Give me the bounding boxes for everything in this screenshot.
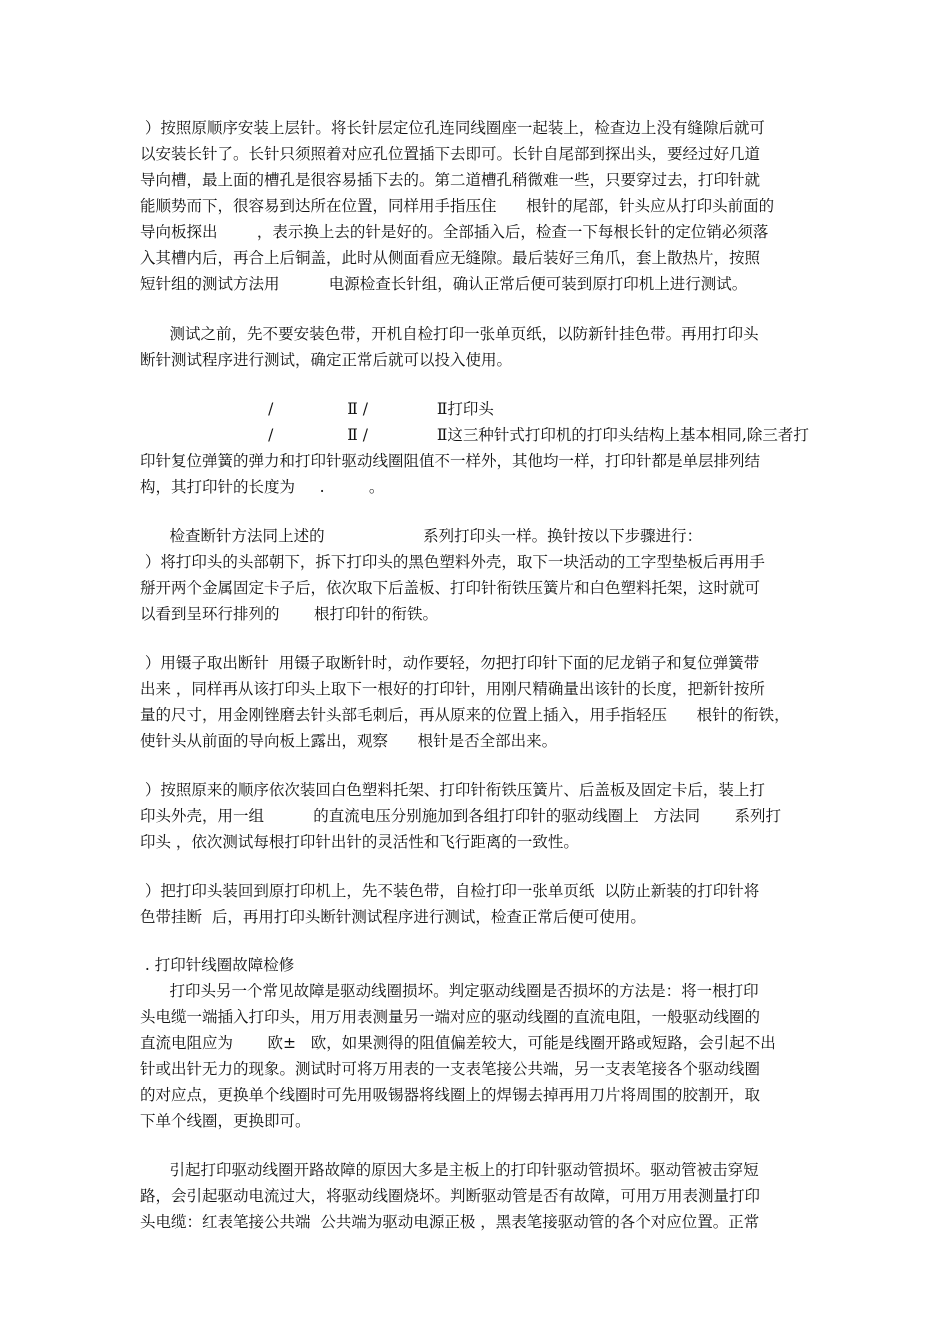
text-line: / Ⅱ / Ⅱ这三种针式打印机的打印头结构上基本相同,除三者打: [140, 426, 809, 444]
text-line: 针或出针无力的现象。测试时可将万用表的一支表笔接公共端，另一支表笔接各个驱动线圈: [140, 1060, 761, 1078]
text-line: ）按照原顺序安装上层针。将长针层定位孔连同线圈座一起装上，检查边上没有缝隙后就可: [140, 119, 765, 137]
text-line: 出来 ，同样再从该打印头上取下一根好的打印针，用刚尺精确量出该针的长度，把新针按所: [140, 680, 765, 698]
text-line: 头电缆：红表笔接公共端 公共端为驱动电源正极 ，黑表笔接驱动管的各个对应位置。正常: [140, 1213, 760, 1231]
text-line: 以看到呈环行排列的 根打印针的衔铁。: [140, 605, 438, 623]
text-line: 下单个线圈，更换即可。: [140, 1112, 311, 1130]
text-line: 头电缆一端插入打印头，用万用表测量另一端对应的驱动线圈的直流电阻，一般驱动线圈的: [140, 1008, 761, 1026]
text-line: 使针头从前面的导向板上露出，观察 根针是否全部出来。: [140, 732, 558, 750]
text-line: 印头外壳，用一组 的直流电压分别施加到各组打印针的驱动线圈上 方法同 系列打: [140, 807, 782, 825]
text-line: 量的尺寸，用金刚锉磨去针头部毛刺后，再从原来的位置上插入，用手指轻压 根针的衔铁，: [140, 706, 790, 724]
text-line: 的对应点，更换单个线圈时可先用吸锡器将线圈上的焊锡去掉再用刀片将周围的胶割开，取: [140, 1086, 761, 1104]
text-line: 印头 ，依次测试每根打印针出针的灵活性和飞行距离的一致性。: [140, 833, 579, 851]
text-line: 色带挂断 后，再用打印头断针测试程序进行测试，检查正常后便可使用。: [140, 908, 646, 926]
text-line: ）把打印头装回到原打印机上，先不装色带，自检打印一张单页纸 以防止新装的打印针将: [140, 882, 760, 900]
text-line: 掰开两个金属固定卡子后，依次取下后盖板、打印针衔铁压簧片和白色塑料托架，这时就可: [140, 579, 761, 597]
text-line: 引起打印驱动线圈开路故障的原因大多是主板上的打印针驱动管损坏。驱动管被击穿短: [140, 1161, 759, 1179]
text-line: ）按照原来的顺序依次装回白色塑料托架、打印针衔铁压簧片、后盖板及固定卡后，装上打: [140, 781, 765, 799]
text-line: 检查断针方法同上述的 系列打印头一样。换针按以下步骤进行：: [140, 527, 703, 545]
text-line: 测试之前，先不要安装色带，开机自检打印一张单页纸，以防新针挂色带。再用打印头: [140, 325, 759, 343]
text-line: 构，其打印针的长度为 . 。: [140, 478, 385, 496]
text-line: 入其槽内后，再合上后铜盖，此时从侧面看应无缝隙。最后装好三角爪，套上散热片，按照: [140, 249, 761, 267]
text-line: ）用镊子取出断针 用镊子取断针时，动作要轻，勿把打印针下面的尼龙销子和复位弹簧带: [140, 654, 760, 672]
text-line: 能顺势而下，很容易到达所在位置，同样用手指压住 根针的尾部，针头应从打印头前面的: [140, 197, 775, 215]
text-line: 导向槽，最上面的槽孔是很容易插下去的。第二道槽孔稍微难一些，只要穿过去，打印针就: [140, 171, 761, 189]
text-line: 导向板探出 ，表示换上去的针是好的。全部插入后，检查一下每根长针的定位销必须落: [140, 223, 769, 241]
text-line: / Ⅱ / Ⅱ打印头: [140, 400, 494, 418]
text-line: 断针测试程序进行测试，确定正常后就可以投入使用。: [140, 351, 513, 369]
text-line: 以安装长针了。长针只须照着对应孔位置插下去即可。长针自尾部到探出头，要经过好几道: [140, 145, 761, 163]
text-line: ）将打印头的头部朝下，拆下打印头的黑色塑料外壳，取下一块活动的工字型垫板后再用手: [140, 553, 765, 571]
text-line: 路，会引起驱动电流过大，将驱动线圈烧坏。判断驱动管是否有故障，可用万用表测量打印: [140, 1187, 761, 1205]
text-line: 直流电阻应为 欧± 欧，如果测得的阻值偏差较大，可能是线圈开路或短路，会引起不出: [140, 1034, 776, 1052]
section-heading: . 打印针线圈故障检修: [140, 956, 295, 974]
text-line: 短针组的测试方法用 电源检查长针组，确认正常后便可装到原打印机上进行测试。: [140, 275, 748, 293]
text-line: 打印头另一个常见故障是驱动线圈损坏。判定驱动线圈是否损坏的方法是：将一根打印: [140, 982, 759, 1000]
text-line: 印针复位弹簧的弹力和打印针驱动线圈阻值不一样外，其他均一样，打印针都是单层排列结: [140, 452, 761, 470]
